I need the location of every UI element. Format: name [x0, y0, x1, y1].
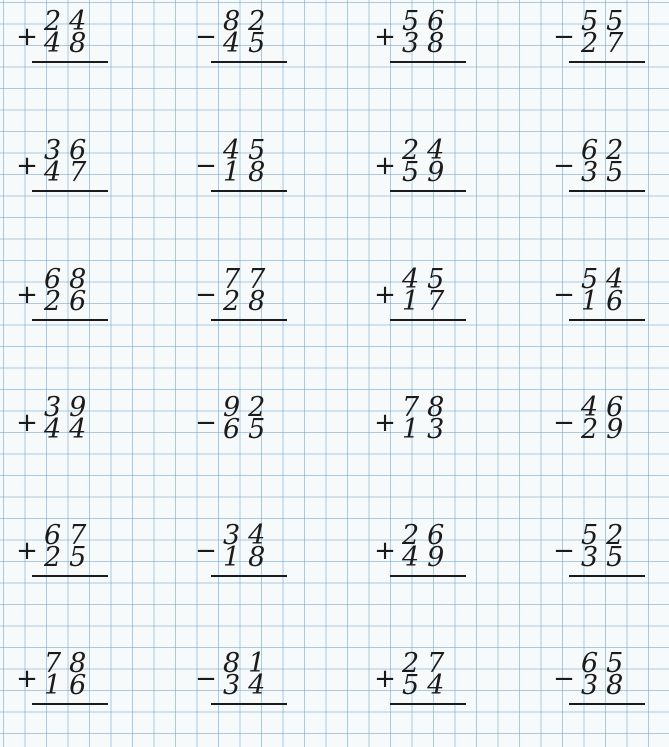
- bottom-number: 18: [223, 542, 274, 573]
- problem-6: [195, 135, 295, 199]
- operator-sign: −: [195, 22, 217, 52]
- operator-sign: −: [195, 280, 217, 310]
- bottom-number: 45: [223, 28, 274, 59]
- operator-sign: +: [374, 408, 396, 438]
- operator-sign: −: [553, 536, 575, 566]
- top-number: 34: [223, 520, 274, 551]
- sum-line: [32, 703, 108, 705]
- operator-sign: −: [553, 22, 575, 52]
- problem-3: [374, 6, 474, 70]
- top-number: 82: [223, 6, 274, 37]
- top-number: 26: [402, 520, 453, 551]
- top-number: 52: [581, 520, 632, 551]
- difference-line: [569, 319, 645, 321]
- bottom-number: 27: [581, 28, 632, 59]
- problem-11: [374, 264, 474, 328]
- top-number: 45: [402, 264, 453, 295]
- operator-sign: +: [374, 536, 396, 566]
- operator-sign: +: [16, 536, 38, 566]
- bottom-number: 54: [402, 670, 453, 701]
- sum-line: [390, 575, 466, 577]
- top-number: 55: [581, 6, 632, 37]
- top-number: 67: [44, 520, 95, 551]
- bottom-number: 47: [44, 157, 95, 188]
- bottom-number: 17: [402, 286, 453, 317]
- operator-sign: −: [195, 151, 217, 181]
- difference-line: [211, 61, 287, 63]
- difference-line: [211, 703, 287, 705]
- operator-sign: −: [195, 536, 217, 566]
- top-number: 81: [223, 648, 274, 679]
- difference-line: [211, 190, 287, 192]
- sum-line: [390, 190, 466, 192]
- problem-5: [16, 135, 116, 199]
- operator-sign: −: [195, 408, 217, 438]
- problem-4: [553, 6, 653, 70]
- bottom-number: 16: [44, 670, 95, 701]
- top-number: 62: [581, 135, 632, 166]
- bottom-number: 38: [581, 670, 632, 701]
- bottom-number: 65: [223, 414, 274, 445]
- operator-sign: −: [553, 151, 575, 181]
- problem-2: [195, 6, 295, 70]
- top-number: 24: [44, 6, 95, 37]
- sum-line: [390, 319, 466, 321]
- problem-9: [16, 264, 116, 328]
- operator-sign: +: [16, 151, 38, 181]
- bottom-number: 25: [44, 542, 95, 573]
- operator-sign: +: [16, 22, 38, 52]
- sum-line: [32, 61, 108, 63]
- top-number: 54: [581, 264, 632, 295]
- bottom-number: 35: [581, 542, 632, 573]
- bottom-number: 34: [223, 670, 274, 701]
- bottom-number: 44: [44, 414, 95, 445]
- top-number: 56: [402, 6, 453, 37]
- problem-10: [195, 264, 295, 328]
- sum-line: [390, 703, 466, 705]
- bottom-number: 18: [223, 157, 274, 188]
- bottom-number: 48: [44, 28, 95, 59]
- operator-sign: +: [16, 280, 38, 310]
- bottom-number: 59: [402, 157, 453, 188]
- top-number: 77: [223, 264, 274, 295]
- difference-line: [569, 703, 645, 705]
- top-number: 78: [44, 648, 95, 679]
- sum-line: [32, 190, 108, 192]
- operator-sign: −: [553, 408, 575, 438]
- difference-line: [211, 319, 287, 321]
- difference-line: [211, 575, 287, 577]
- problem-18: [195, 520, 295, 584]
- operator-sign: +: [16, 664, 38, 694]
- problem-7: [374, 135, 474, 199]
- operator-sign: +: [16, 408, 38, 438]
- operator-sign: −: [553, 280, 575, 310]
- top-number: 65: [581, 648, 632, 679]
- operator-sign: +: [374, 151, 396, 181]
- top-number: 27: [402, 648, 453, 679]
- operator-sign: −: [553, 664, 575, 694]
- problem-14: [195, 392, 295, 456]
- sum-line: [390, 61, 466, 63]
- top-number: 24: [402, 135, 453, 166]
- difference-line: [569, 575, 645, 577]
- operator-sign: +: [374, 280, 396, 310]
- difference-line: [569, 190, 645, 192]
- bottom-number: 16: [581, 286, 632, 317]
- problem-15: [374, 392, 474, 456]
- sum-line: [32, 319, 108, 321]
- top-number: 78: [402, 392, 453, 423]
- bottom-number: 26: [44, 286, 95, 317]
- top-number: 92: [223, 392, 274, 423]
- operator-sign: +: [374, 664, 396, 694]
- bottom-number: 49: [402, 542, 453, 573]
- bottom-number: 13: [402, 414, 453, 445]
- top-number: 46: [581, 392, 632, 423]
- bottom-number: 28: [223, 286, 274, 317]
- problem-23: [374, 648, 474, 712]
- problem-13: [16, 392, 116, 456]
- bottom-number: 35: [581, 157, 632, 188]
- problem-19: [374, 520, 474, 584]
- top-number: 36: [44, 135, 95, 166]
- bottom-number: 29: [581, 414, 632, 445]
- problem-8: [553, 135, 653, 199]
- problem-17: [16, 520, 116, 584]
- operator-sign: −: [195, 664, 217, 694]
- bottom-number: 38: [402, 28, 453, 59]
- top-number: 39: [44, 392, 95, 423]
- problem-20: [553, 520, 653, 584]
- problem-1: [16, 6, 116, 70]
- problem-22: [195, 648, 295, 712]
- sum-line: [32, 575, 108, 577]
- problem-12: [553, 264, 653, 328]
- difference-line: [569, 61, 645, 63]
- operator-sign: +: [374, 22, 396, 52]
- problem-21: [16, 648, 116, 712]
- problem-24: [553, 648, 653, 712]
- problem-16: [553, 392, 653, 456]
- top-number: 45: [223, 135, 274, 166]
- top-number: 68: [44, 264, 95, 295]
